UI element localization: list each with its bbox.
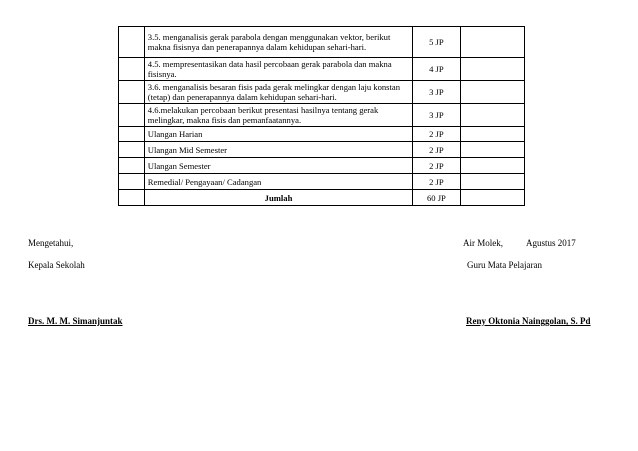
table-cell-blank [119, 158, 145, 174]
place-label: Air Molek, [463, 238, 503, 248]
table-cell-blank [460, 81, 524, 104]
principal-title: Kepala Sekolah [28, 260, 85, 270]
principal-name: Drs. M. M. Simanjuntak [28, 316, 123, 326]
table-cell-blank [119, 190, 145, 206]
teacher-name: Reny Oktonia Nainggolan, S. Pd [466, 316, 591, 326]
table-cell-blank [119, 58, 145, 81]
jp-cell: 4 JP [413, 58, 460, 81]
table-cell-blank [460, 158, 524, 174]
table-row [119, 158, 525, 174]
competency-cell: 4.6.melakukan percobaan berikut presentasi hasilnya tentang gerak melingkar, makna fisis dan pemanfaatannya. [144, 104, 413, 127]
table-cell-blank [460, 142, 524, 158]
table-row [119, 27, 525, 58]
jp-cell: 3 JP [413, 81, 460, 104]
date-label: Agustus 2017 [526, 238, 576, 248]
jp-cell: 5 JP [413, 27, 460, 58]
competency-cell: 4.5. mempresentasikan data hasil percobaan gerak parabola dan makna fisisnya. [144, 58, 413, 81]
teacher-title: Guru Mata Pelajaran [467, 260, 542, 270]
table-cell-blank [460, 104, 524, 127]
lesson-allocation-table [118, 26, 525, 206]
total-row [119, 190, 525, 206]
table-cell-blank [119, 127, 145, 142]
jp-cell: 3 JP [413, 104, 460, 127]
table-cell-blank [460, 58, 524, 81]
table-cell-blank [119, 81, 145, 104]
jp-cell: 2 JP [413, 174, 460, 190]
table-row [119, 104, 525, 127]
total-value: 60 JP [413, 190, 460, 206]
jp-cell: 2 JP [413, 127, 460, 142]
table-cell-blank [119, 104, 145, 127]
jp-cell: 2 JP [413, 142, 460, 158]
competency-cell: 3.6. menganalisis besaran fisis pada gerak melingkar dengan laju konstan (tetap) dan penerapannya dalam kehidupan sehari-hari. [144, 81, 413, 104]
table-cell-blank [460, 174, 524, 190]
competency-cell: 3.5. menganalisis gerak parabola dengan menggunakan vektor, berikut makna fisisnya dan penerapannya dalam kehidupan sehari-hari. [144, 27, 413, 58]
assessment-cell: Remedial/ Pengayaan/ Cadangan [144, 174, 413, 190]
assessment-cell: Ulangan Mid Semester [144, 142, 413, 158]
assessment-cell: Ulangan Harian [144, 127, 413, 142]
total-label: Jumlah [144, 190, 413, 206]
acknowledged-label: Mengetahui, [28, 238, 74, 248]
table-cell-blank [460, 190, 524, 206]
jp-cell: 2 JP [413, 158, 460, 174]
table-row [119, 58, 525, 81]
table-cell-blank [460, 27, 524, 58]
assessment-cell: Ulangan Semester [144, 158, 413, 174]
table-cell-blank [119, 174, 145, 190]
table-row [119, 174, 525, 190]
table-cell-blank [460, 127, 524, 142]
table-row [119, 127, 525, 142]
table-cell-blank [119, 27, 145, 58]
table-cell-blank [119, 142, 145, 158]
table-row [119, 142, 525, 158]
table-row [119, 81, 525, 104]
